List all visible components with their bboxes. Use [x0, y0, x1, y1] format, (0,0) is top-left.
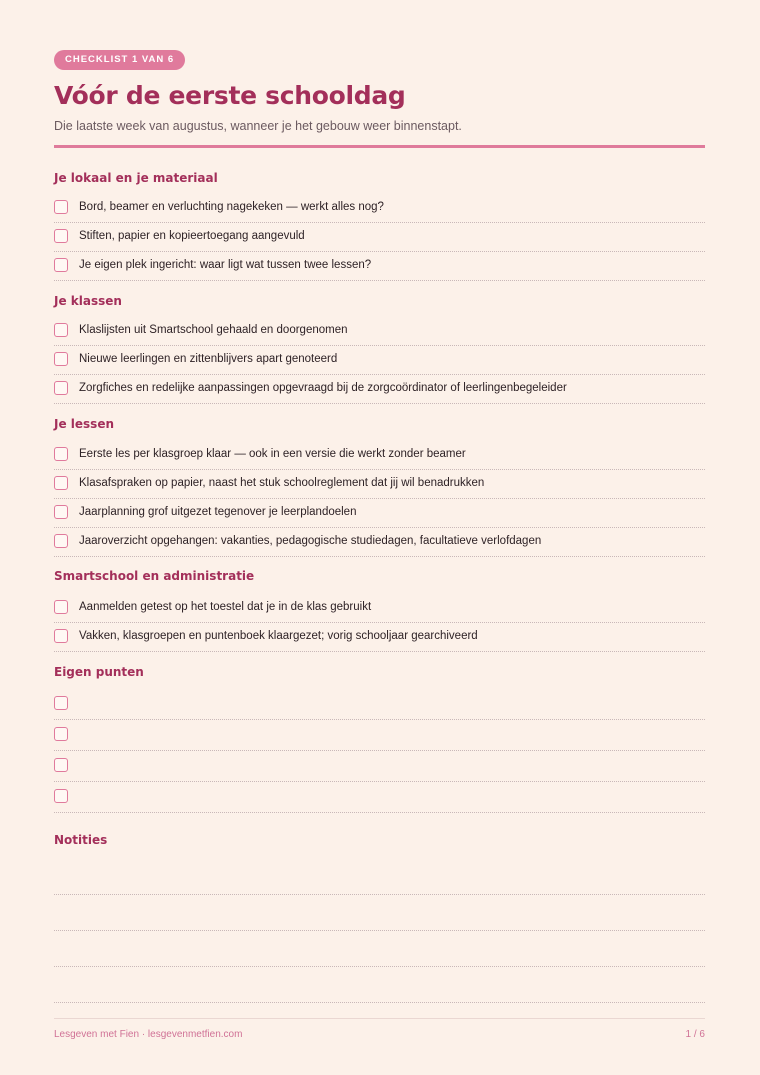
checklist-item[interactable]	[54, 623, 705, 652]
checkbox[interactable]	[54, 600, 68, 614]
section-title-klassen: Je klassen	[54, 294, 122, 308]
header-divider	[54, 145, 705, 148]
checkbox[interactable]	[54, 200, 68, 214]
page-number: 1 / 6	[685, 1029, 705, 1040]
checklist-item[interactable]	[54, 317, 705, 346]
checkbox[interactable]	[54, 789, 68, 803]
checklist-item[interactable]	[54, 194, 705, 223]
checklist-item[interactable]	[54, 528, 705, 557]
checklist-item[interactable]	[54, 252, 705, 281]
checkbox[interactable]	[54, 381, 68, 395]
checkbox[interactable]	[54, 629, 68, 643]
checklist-item-label: Nieuwe leerlingen en zittenblijvers apart genoteerd	[79, 353, 338, 365]
footer-divider	[54, 1018, 705, 1019]
checkbox[interactable]	[54, 696, 68, 710]
checklist-item[interactable]	[54, 223, 705, 252]
notes-line[interactable]	[54, 930, 705, 931]
checklist-item[interactable]	[54, 441, 705, 470]
checklist-item-label: Aanmelden getest op het toestel dat je in de klas gebruikt	[79, 601, 372, 613]
checklist-item[interactable]	[54, 499, 705, 528]
section-title-lokaal: Je lokaal en je materiaal	[54, 171, 218, 185]
checklist-item-label: Vakken, klasgroepen en puntenboek klaargezet; vorig schooljaar gearchiveerd	[79, 630, 478, 642]
empty-checklist-item[interactable]	[54, 782, 705, 813]
checklist-item[interactable]	[54, 375, 705, 404]
checklist-item-label: Klasafspraken op papier, naast het stuk schoolreglement dat jij wil benadrukken	[79, 477, 485, 489]
checklist-item[interactable]	[54, 594, 705, 623]
checklist-item-label: Bord, beamer en verluchting nagekeken — werkt alles nog?	[79, 201, 384, 213]
checklist-item-label: Zorgfiches en redelijke aanpassingen opgevraagd bij de zorgcoördinator of leerlingenbegeleider	[79, 382, 567, 394]
notes-line[interactable]	[54, 966, 705, 967]
page-subtitle: Die laatste week van augustus, wanneer je het gebouw weer binnenstapt.	[54, 119, 462, 133]
checkbox[interactable]	[54, 229, 68, 243]
section-title-lessen: Je lessen	[54, 417, 114, 431]
checkbox[interactable]	[54, 323, 68, 337]
checklist-item[interactable]	[54, 470, 705, 499]
empty-checklist-item[interactable]	[54, 720, 705, 751]
footer-site: Lesgeven met Fien · lesgevenmetfien.com	[54, 1029, 243, 1040]
page-title: Vóór de eerste schooldag	[54, 81, 406, 110]
checklist-badge: CHECKLIST 1 VAN 6	[54, 50, 185, 70]
checkbox[interactable]	[54, 447, 68, 461]
checkbox[interactable]	[54, 534, 68, 548]
empty-checklist-item[interactable]	[54, 751, 705, 782]
checkbox[interactable]	[54, 258, 68, 272]
checkbox[interactable]	[54, 758, 68, 772]
notes-line[interactable]	[54, 894, 705, 895]
checkbox[interactable]	[54, 476, 68, 490]
checkbox[interactable]	[54, 505, 68, 519]
empty-checklist-item[interactable]	[54, 689, 705, 720]
checkbox[interactable]	[54, 727, 68, 741]
checklist-item-label: Je eigen plek ingericht: waar ligt wat tussen twee lessen?	[79, 259, 372, 271]
checklist-item-label: Eerste les per klasgroep klaar — ook in een versie die werkt zonder beamer	[79, 448, 466, 460]
section-title-smartschool: Smartschool en administratie	[54, 569, 255, 583]
section-title-notities: Notities	[54, 833, 108, 847]
checklist-item-label: Klaslijsten uit Smartschool gehaald en doorgenomen	[79, 324, 348, 336]
checklist-item[interactable]	[54, 346, 705, 375]
checklist-item-label: Jaaroverzicht opgehangen: vakanties, pedagogische studiedagen, facultatieve verlofdagen	[79, 535, 542, 547]
notes-line[interactable]	[54, 1002, 705, 1003]
checklist-item-label: Jaarplanning grof uitgezet tegenover je leerplandoelen	[79, 506, 357, 518]
checklist-item-label: Stiften, papier en kopieertoegang aangevuld	[79, 230, 305, 242]
checkbox[interactable]	[54, 352, 68, 366]
section-title-eigen-punten: Eigen punten	[54, 665, 144, 679]
